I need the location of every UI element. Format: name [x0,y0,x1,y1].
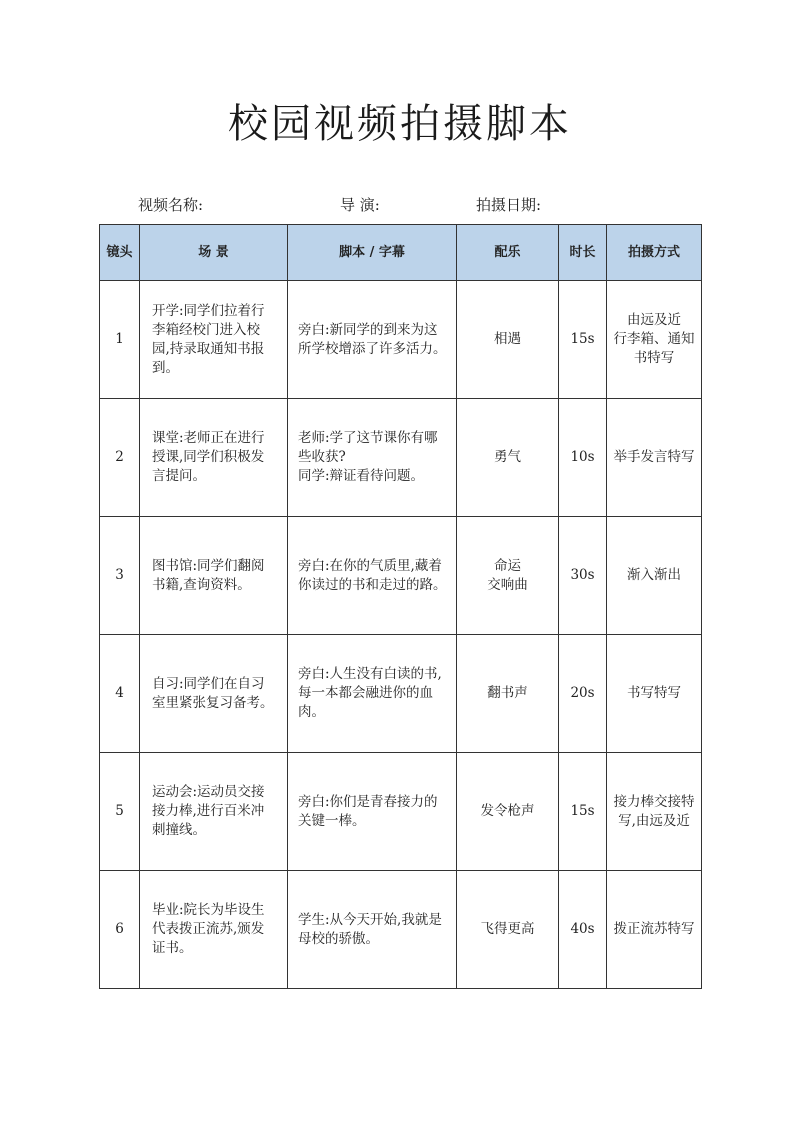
duration-text: 40s [559,871,607,989]
table-row [100,281,702,399]
method-cell [607,399,702,517]
music-cell [457,399,559,517]
director-label: 导 演: [340,196,380,214]
method-cell [607,281,702,399]
script-line: 旁白:你们是青春接力的关键一棒。 [298,793,438,829]
music-line: 飞得更高 [480,921,535,937]
script-line: 老师:学了这节课你有哪些收获? [298,430,438,465]
scene-text: 图书馆:同学们翻阅书籍,查询资料。 [140,517,288,635]
method-line: 接力棒交接特写,由远及近 [613,793,695,829]
music-line: 勇气 [494,449,521,465]
music-cell [457,281,559,399]
script-cell [288,517,457,635]
method-line: 行李箱、通知书特写 [613,331,695,366]
table-body [100,281,702,989]
table-row [100,517,702,635]
script-line: 同学:辩证看待问题。 [298,468,425,484]
scene-text: 毕业:院长为毕设生代表拨正流苏,颁发证书。 [140,871,288,989]
method-cell [607,871,702,989]
method-line: 拨正流苏特写 [613,921,695,937]
shot-number: 4 [100,635,140,753]
script-line: 旁白:人生没有白读的书,每一本都会融进你的血肉。 [298,666,442,720]
header-music: 配乐 [457,225,559,281]
header-script: 脚本 / 字幕 [288,225,457,281]
music-cell [457,753,559,871]
scene-text: 课堂:老师正在进行授课,同学们积极发言提问。 [140,399,288,517]
shot-number: 5 [100,753,140,871]
method-cell [607,517,702,635]
header-scene: 场 景 [140,225,288,281]
music-line: 交响曲 [487,576,528,593]
shoot-date-label: 拍摄日期: [476,196,542,214]
script-line: 学生:从今天开始,我就是母校的骄傲。 [298,911,442,947]
method-cell [607,753,702,871]
video-name-label: 视频名称: [138,196,204,214]
duration-text: 10s [559,399,607,517]
music-line: 命运 [494,557,521,574]
scene-text: 运动会:运动员交接接力棒,进行百米冲刺撞线。 [140,753,288,871]
method-line: 书写特写 [627,685,681,701]
music-line: 发令枪声 [480,803,535,819]
script-cell [288,399,457,517]
script-line: 旁白:新同学的到来为这所学校增添了许多活力。 [298,321,447,357]
duration-text: 20s [559,635,607,753]
music-cell [457,871,559,989]
script-cell [288,281,457,399]
script-cell [288,753,457,871]
table-header-row [100,225,702,281]
header-duration: 时长 [559,225,607,281]
script-table [99,224,702,989]
scene-text: 开学:同学们拉着行李箱经校门进入校园,持录取通知书报到。 [140,281,288,399]
shot-number: 2 [100,399,140,517]
table-row [100,399,702,517]
table-row [100,753,702,871]
method-line: 举手发言特写 [613,449,695,465]
table-row [100,635,702,753]
shot-number: 1 [100,281,140,399]
script-cell [288,635,457,753]
scene-text: 自习:同学们在自习室里紧张复习备考。 [140,635,288,753]
header-method: 拍摄方式 [607,225,702,281]
duration-text: 15s [559,281,607,399]
method-cell [607,635,702,753]
method-line: 渐入渐出 [627,567,681,583]
script-line: 旁白:在你的气质里,藏着你读过的书和走过的路。 [298,557,447,593]
script-cell [288,871,457,989]
music-cell [457,517,559,635]
shot-number: 6 [100,871,140,989]
shot-number: 3 [100,517,140,635]
music-line: 翻书声 [487,685,528,701]
method-line: 由远及近 [627,312,681,328]
header-shot: 镜头 [100,225,140,281]
duration-text: 30s [559,517,607,635]
music-line: 相遇 [494,331,521,347]
music-cell [457,635,559,753]
document-title: 校园视频拍摄脚本 [228,101,572,147]
duration-text: 15s [559,753,607,871]
table-row [100,871,702,989]
